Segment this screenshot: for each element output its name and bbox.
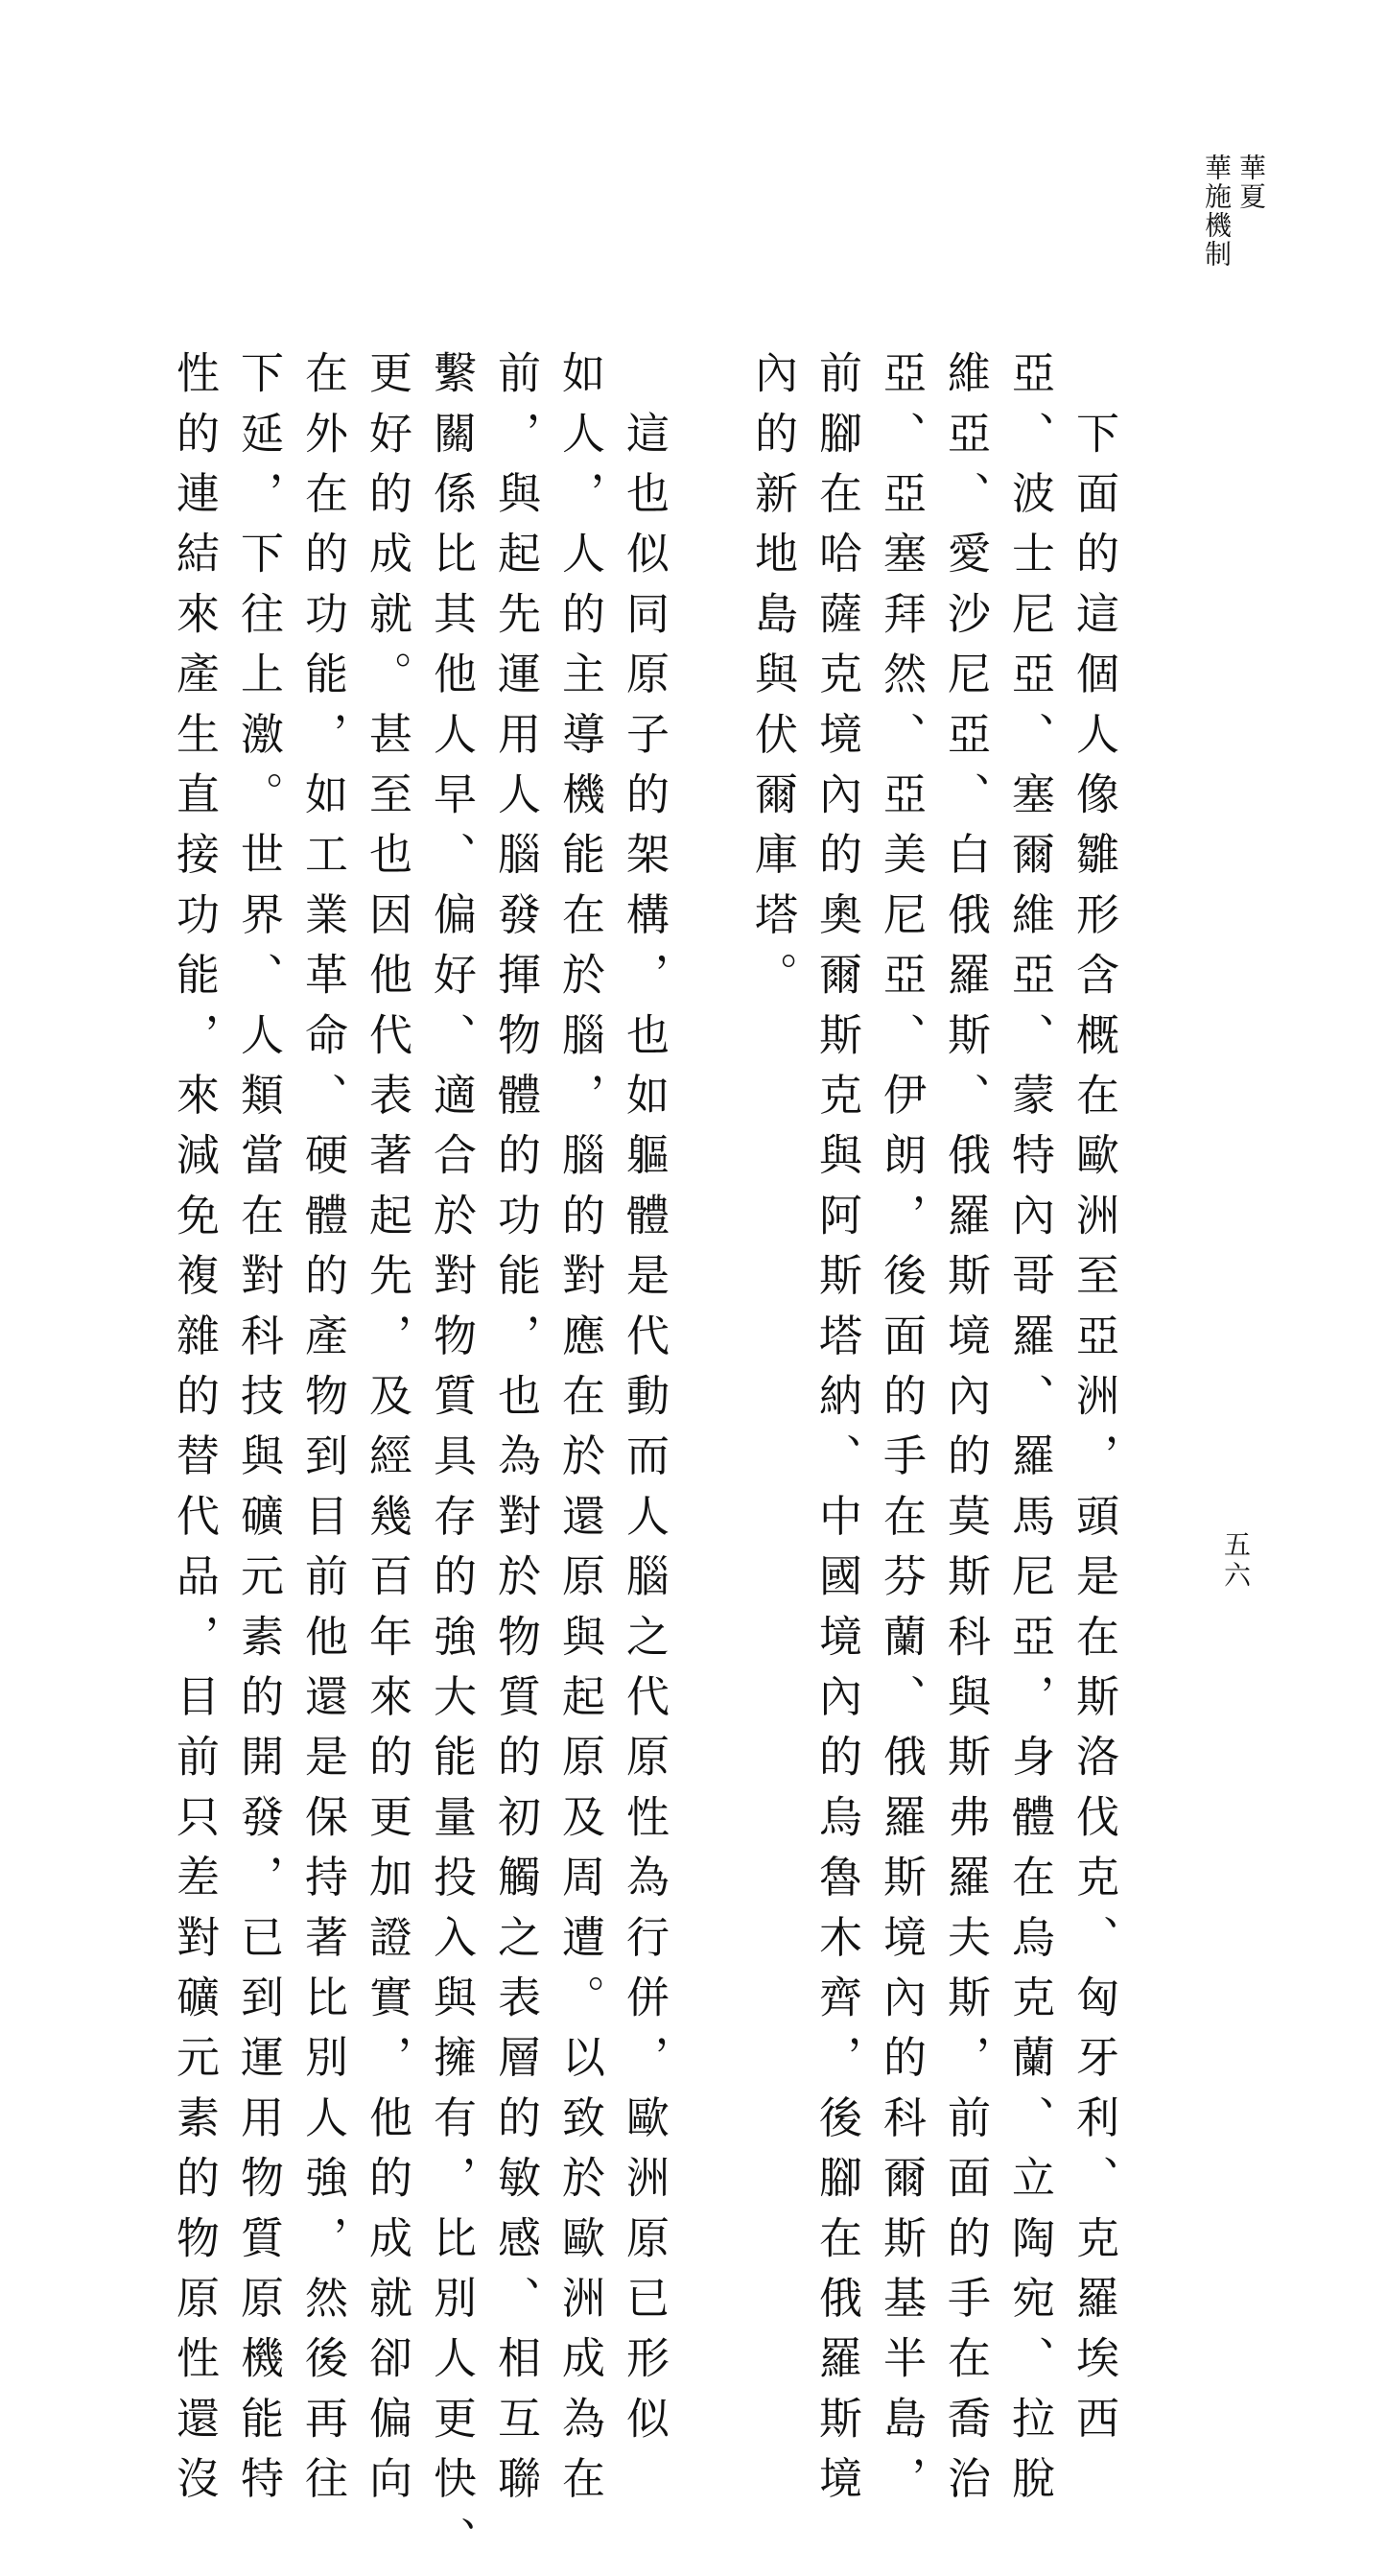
header-chapter-title: 華施機制 — [1201, 154, 1233, 269]
text-line: 更好的成就。甚至也因他代表著起先，及經幾百年來的更加證實，他的成就卻偏向 — [362, 350, 412, 2517]
text-line: 性的連結來產生直接功能，來減免複雜的替代品，目前只差對礦元素的物原性還沒 — [169, 350, 220, 2517]
text-line: 維亞、愛沙尼亞、白俄羅斯、俄羅斯境內的莫斯科與斯弗羅夫斯，前面的手在喬治 — [940, 350, 991, 2517]
running-header — [1199, 154, 1268, 269]
text-line: 下延，下往上激。世界、人類當在對科技與礦元素的開發，已到運用物質原機能特 — [233, 350, 284, 2517]
header-section-title: 華夏 — [1235, 154, 1267, 211]
text-line: 前，與起先運用人腦發揮物體的功能，也為對於物質的初觸之表層的敏感、相互聯 — [490, 350, 541, 2517]
text-line: 這也似同原子的架構，也如軀體是代動而人腦之代原性為行併，歐洲原已形似 — [619, 350, 670, 2456]
text-line: 亞、波士尼亞、塞爾維亞、蒙特內哥羅、羅馬尼亞，身體在烏克蘭、立陶宛、拉脫 — [1004, 350, 1055, 2517]
text-line: 前腳在哈薩克境內的奧爾斯克與阿斯塔納、中國境內的烏魯木齊，後腳在俄羅斯境 — [811, 350, 862, 2517]
text-line: 在外在的功能，如工業革命、硬體的產物到目前他還是保持著比別人強，然後再往 — [297, 350, 348, 2517]
text-line: 繫關係比其他人早、偏好、適合於對物質具存的強大能量投入與擁有，比別人更快、 — [426, 350, 477, 2576]
page-number: 五六 — [1220, 1530, 1252, 1592]
text-line: 亞、亞塞拜然、亞美尼亞、伊朗，後面的手在芬蘭、俄羅斯境內的科爾斯基半島， — [876, 350, 927, 2517]
text-line: 如人，人的主導機能在於腦，腦的對應在於還原與起原及周遭。以致於歐洲成為在 — [554, 350, 605, 2517]
text-line: 內的新地島與伏爾庫塔。 — [747, 350, 798, 1012]
text-line: 下面的這個人像雛形含概在歐洲至亞洲，頭是在斯洛伐克、匈牙利、克羅埃西 — [1069, 350, 1119, 2456]
